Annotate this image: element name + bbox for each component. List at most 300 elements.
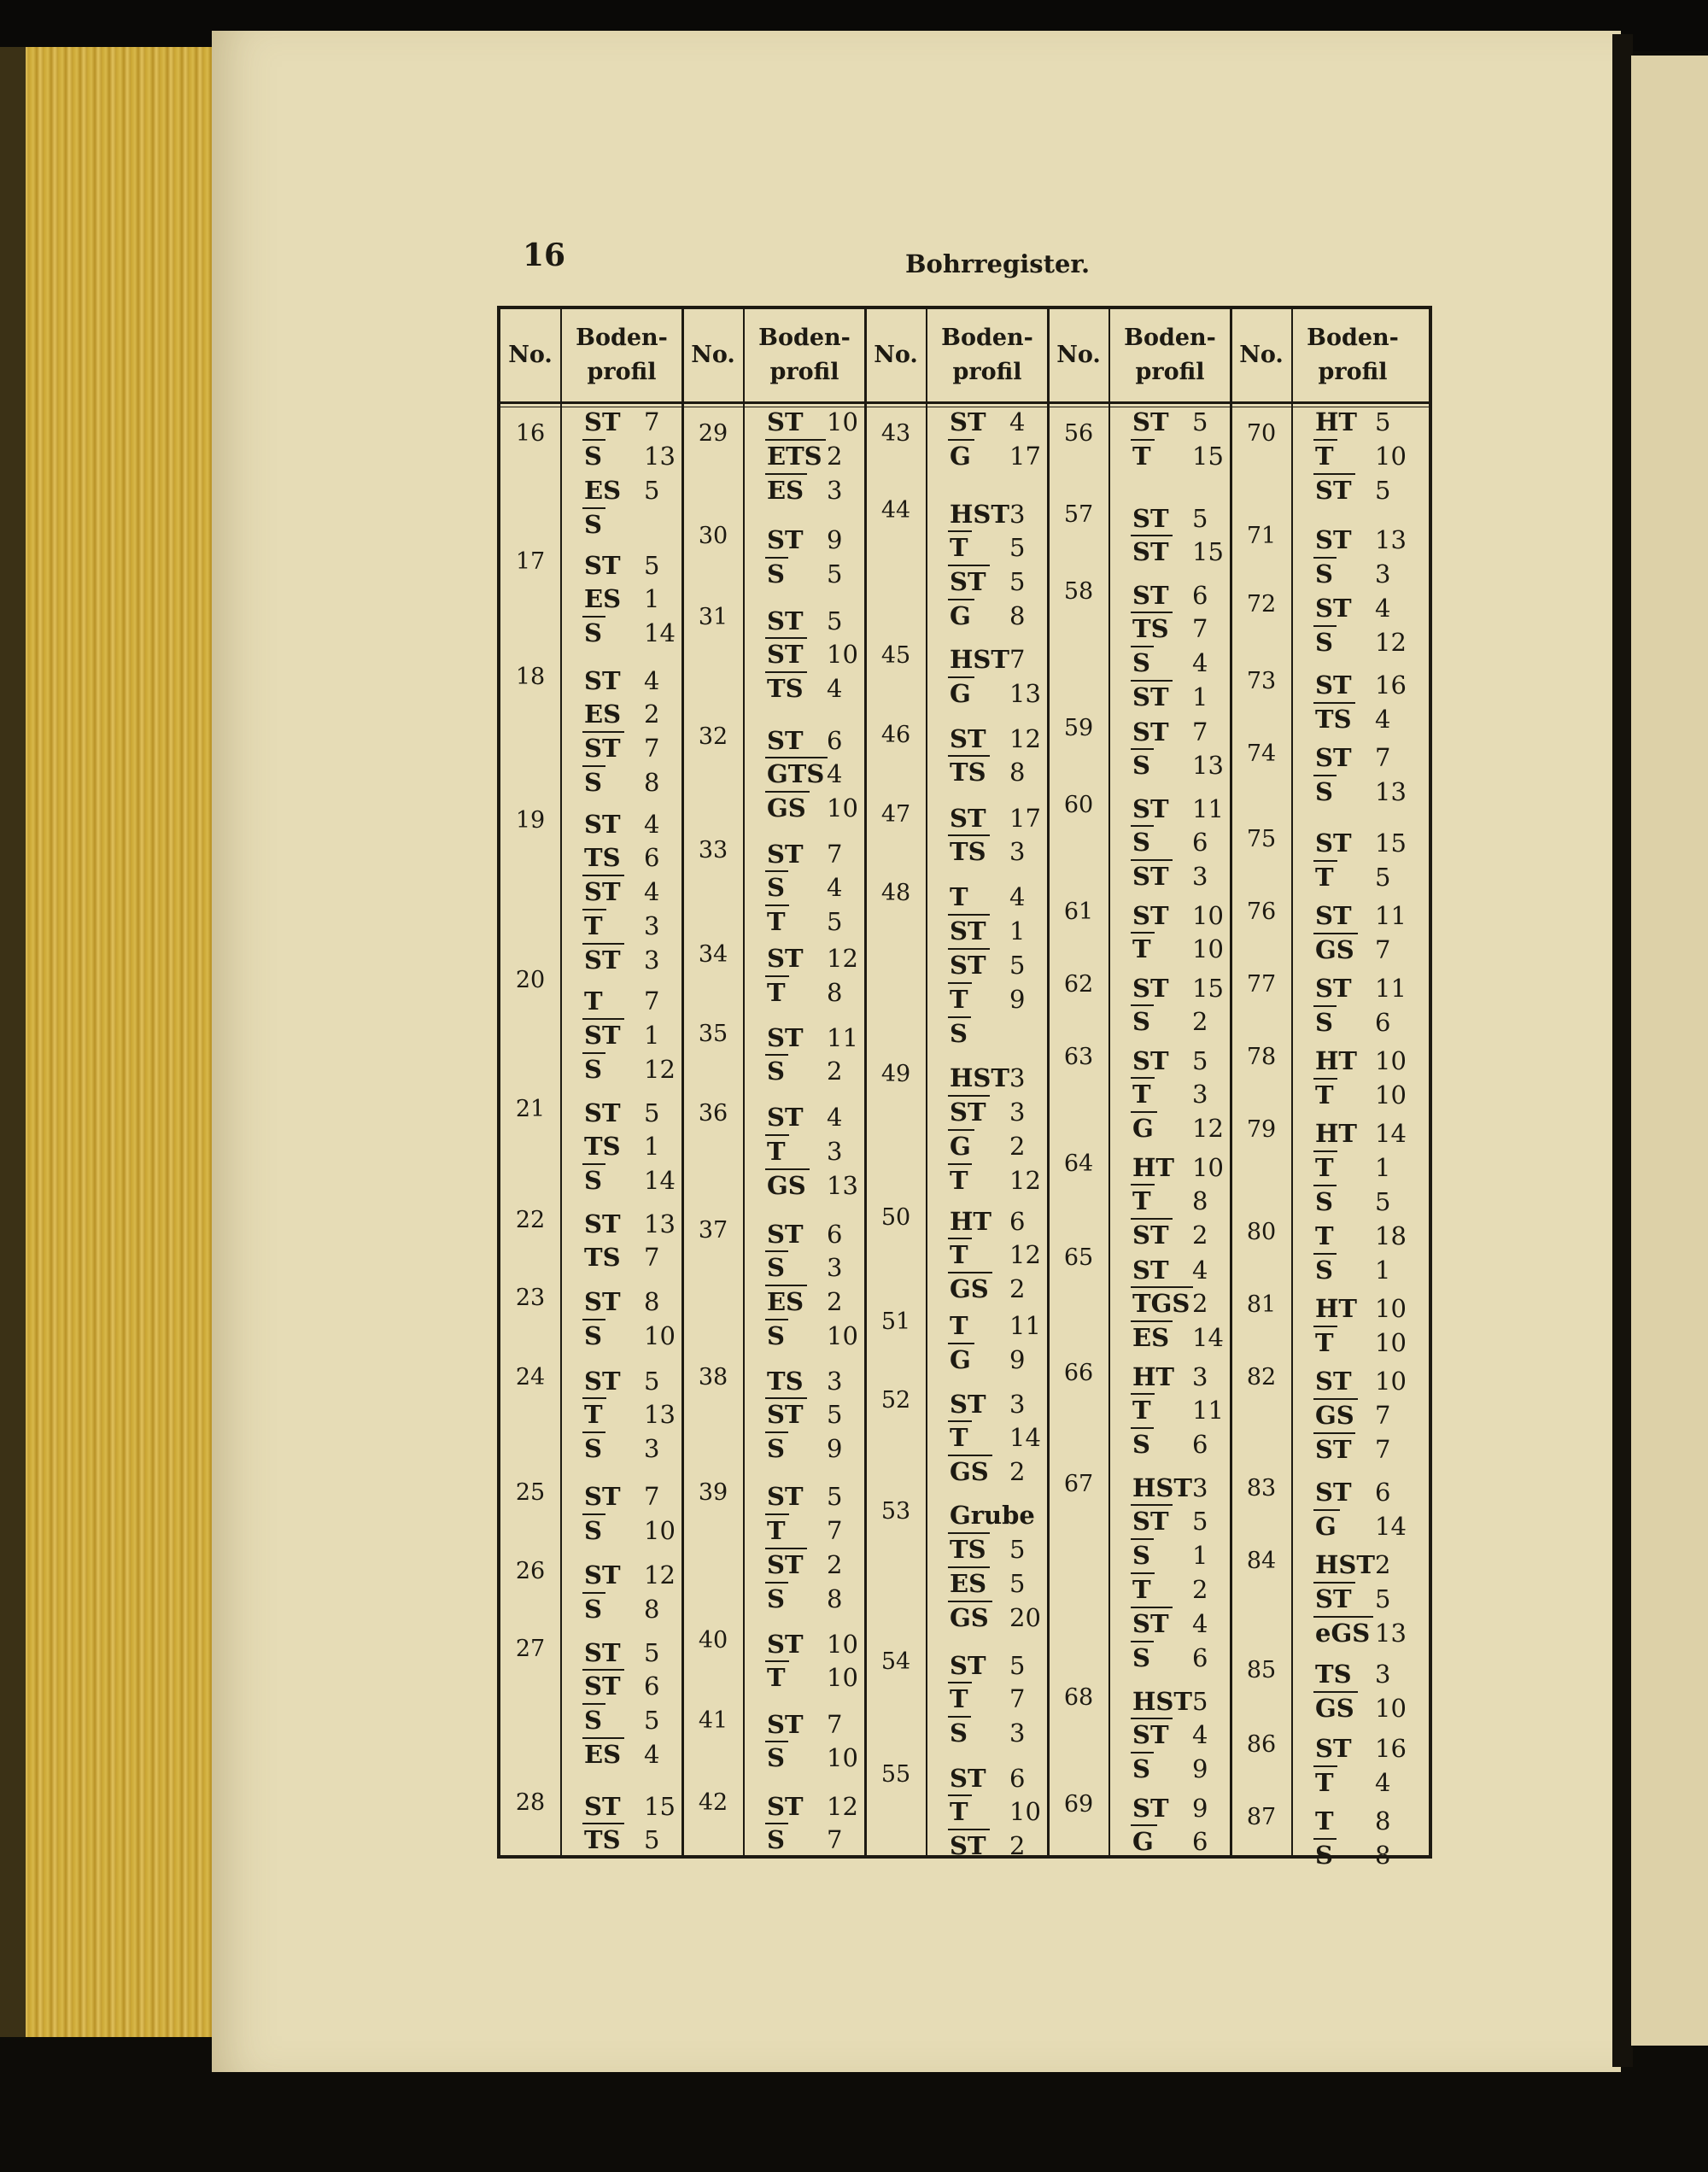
layer-symbol: TS xyxy=(767,1367,804,1396)
layer-symbol: TS xyxy=(950,1535,986,1564)
soil-layer xyxy=(1315,442,1407,471)
layer-thickness: 7 xyxy=(1009,645,1026,674)
layer-symbol: ES xyxy=(767,476,804,505)
layer-symbol: ES xyxy=(950,1569,987,1598)
soil-layer xyxy=(767,1400,843,1429)
layer-symbol: GS xyxy=(1315,1694,1354,1723)
layer-symbol: T xyxy=(767,1663,786,1692)
soil-layer xyxy=(1132,751,1224,780)
layer-thickness: 3 xyxy=(827,1137,843,1166)
layer-symbol: ST xyxy=(1132,1609,1169,1638)
layer-symbol: ST xyxy=(584,666,621,695)
boring-number: 56 xyxy=(1063,420,1094,447)
header-profil-line2: profil xyxy=(587,359,657,385)
layer-symbol: ST xyxy=(1315,476,1352,505)
layer-symbol: S xyxy=(1315,628,1333,657)
layer-symbol: ST xyxy=(1132,504,1169,533)
layer-thickness: 6 xyxy=(1192,1643,1208,1672)
header-no: No. xyxy=(691,342,735,368)
boring-number: 33 xyxy=(698,837,728,864)
soil-layer xyxy=(1315,1584,1391,1613)
layer-thickness: 7 xyxy=(644,1482,660,1511)
soil-layer xyxy=(950,1098,1026,1127)
soil-layer xyxy=(1132,581,1208,610)
boring-number: 75 xyxy=(1246,826,1277,852)
layer-symbol: HST xyxy=(950,500,1009,529)
soil-layer xyxy=(584,1021,660,1050)
soil-layer xyxy=(950,1569,1026,1598)
boring-number: 51 xyxy=(880,1308,911,1335)
layer-thickness: 14 xyxy=(644,1166,676,1195)
layer-thickness: 8 xyxy=(827,1584,843,1613)
layer-symbol: ST xyxy=(767,640,804,669)
layer-symbol: S xyxy=(584,1166,602,1195)
layer-symbol: HST xyxy=(950,645,1009,674)
soil-layer xyxy=(1132,1827,1208,1856)
layer-thickness: 5 xyxy=(1009,533,1026,562)
book-gutter xyxy=(1612,34,1633,2067)
layer-thickness: 3 xyxy=(644,911,660,940)
layer-thickness: 4 xyxy=(827,759,843,788)
soil-layer xyxy=(767,1663,858,1692)
layer-thickness: 5 xyxy=(1375,476,1391,505)
layer-thickness: 6 xyxy=(1192,828,1208,857)
layer-symbol: S xyxy=(1315,559,1333,588)
soil-layer xyxy=(1132,934,1224,963)
layer-thickness: 5 xyxy=(1375,407,1391,436)
layer-thickness: 9 xyxy=(827,525,843,554)
layer-thickness: 8 xyxy=(644,768,660,797)
layer-symbol: T xyxy=(1132,442,1151,471)
layer-symbol: ST xyxy=(767,1630,804,1659)
layer-symbol: ST xyxy=(767,1023,804,1052)
layer-thickness: 2 xyxy=(644,700,660,729)
layer-symbol: T xyxy=(1132,1575,1151,1604)
layer-thickness: 13 xyxy=(1375,1619,1407,1648)
layer-symbol: G xyxy=(950,679,971,708)
layer-thickness: 4 xyxy=(827,1103,843,1132)
layer-thickness: 5 xyxy=(1192,1687,1208,1716)
layer-symbol: ST xyxy=(1132,717,1169,746)
boring-number: 35 xyxy=(698,1021,728,1047)
layer-symbol: S xyxy=(767,559,785,588)
layer-symbol: HT xyxy=(950,1207,991,1236)
boring-number: 61 xyxy=(1063,899,1094,925)
layer-symbol: ST xyxy=(767,840,804,869)
layer-symbol: TS xyxy=(1315,705,1352,734)
header-no: No. xyxy=(508,342,553,368)
layer-symbol: ST xyxy=(1315,1734,1352,1763)
layer-thickness: 9 xyxy=(1009,985,1026,1014)
layer-symbol: S xyxy=(950,1718,968,1748)
layer-symbol: ES xyxy=(584,476,622,505)
boring-number: 57 xyxy=(1063,501,1094,528)
layer-symbol: ST xyxy=(767,525,804,554)
layer-symbol: S xyxy=(950,1019,968,1048)
boring-number: 34 xyxy=(698,941,728,968)
soil-layer xyxy=(950,1019,968,1048)
layer-thickness: 10 xyxy=(1375,1294,1407,1323)
layer-symbol: ST xyxy=(1132,1221,1169,1250)
layer-thickness: 5 xyxy=(827,907,843,936)
soil-layer xyxy=(584,843,660,872)
soil-layer xyxy=(584,407,660,436)
soil-layer xyxy=(1315,1619,1407,1648)
boring-number: 87 xyxy=(1246,1804,1277,1830)
layer-symbol: GS xyxy=(767,1171,806,1200)
soil-layer xyxy=(767,559,843,588)
layer-thickness: 7 xyxy=(644,407,660,436)
layer-thickness: 5 xyxy=(644,1638,660,1667)
layer-thickness: 15 xyxy=(1192,442,1224,471)
soil-layer xyxy=(584,476,660,505)
soil-layer xyxy=(1132,717,1208,746)
layer-symbol: ST xyxy=(950,724,986,753)
layer-thickness: 2 xyxy=(1192,1007,1208,1036)
soil-layer xyxy=(1315,1080,1407,1109)
layer-symbol: G xyxy=(950,1132,971,1161)
layer-thickness: 2 xyxy=(827,1057,843,1086)
soil-layer xyxy=(767,1253,843,1282)
layer-thickness: 10 xyxy=(827,1321,858,1350)
soil-layer xyxy=(950,1457,1026,1486)
layer-symbol: S xyxy=(767,1321,785,1350)
boring-number: 64 xyxy=(1063,1150,1094,1177)
no-divider xyxy=(926,309,927,1855)
boring-number: 40 xyxy=(698,1627,728,1654)
boring-number: 54 xyxy=(880,1648,911,1675)
layer-thickness: 9 xyxy=(827,1434,843,1463)
boring-number: 27 xyxy=(515,1636,546,1662)
layer-symbol: ST xyxy=(584,1287,621,1316)
soil-layer xyxy=(767,726,843,755)
soil-layer xyxy=(1315,863,1391,892)
layer-thickness: 12 xyxy=(1192,1114,1224,1143)
boring-number: 20 xyxy=(515,967,546,993)
boring-number: 26 xyxy=(515,1558,546,1584)
soil-layer xyxy=(767,1825,843,1854)
header-profil-line1: Boden- xyxy=(1307,325,1399,351)
layer-symbol: T xyxy=(584,911,603,940)
soil-layer xyxy=(584,510,602,539)
layer-symbol: S xyxy=(767,1434,785,1463)
layer-symbol: HT xyxy=(1315,407,1357,436)
layer-thickness: 14 xyxy=(1009,1423,1041,1452)
layer-symbol: G xyxy=(950,1345,971,1374)
soil-layer xyxy=(950,1603,1041,1632)
soil-layer xyxy=(1315,628,1407,657)
boring-number: 48 xyxy=(880,880,911,906)
layer-symbol: T xyxy=(1315,1768,1334,1797)
layer-thickness: 3 xyxy=(827,1253,843,1282)
boring-number: 67 xyxy=(1063,1471,1094,1497)
layer-thickness: 5 xyxy=(1192,1507,1208,1536)
layer-symbol: S xyxy=(1315,1008,1333,1037)
layer-thickness: 10 xyxy=(827,1663,858,1692)
layer-symbol: ST xyxy=(584,1098,621,1127)
layer-thickness: 3 xyxy=(1192,1080,1208,1109)
soil-layer xyxy=(1132,1575,1208,1604)
boring-number: 38 xyxy=(698,1364,728,1390)
soil-layer xyxy=(1132,504,1208,533)
layer-symbol: S xyxy=(1132,1007,1150,1036)
layer-thickness: 10 xyxy=(1375,1080,1407,1109)
layer-thickness: 4 xyxy=(827,674,843,703)
layer-thickness: 6 xyxy=(1009,1764,1026,1793)
layer-symbol: ST xyxy=(767,1220,804,1249)
soil-layer xyxy=(950,1311,1041,1340)
soil-layer xyxy=(950,951,1026,980)
soil-layer xyxy=(950,1345,1026,1374)
column-divider xyxy=(1230,309,1232,1855)
layer-symbol: ST xyxy=(767,1400,804,1429)
layer-thickness: 6 xyxy=(1192,1827,1208,1856)
layer-thickness: 7 xyxy=(644,734,660,763)
soil-layer xyxy=(767,840,843,869)
layer-thickness: 13 xyxy=(1375,777,1407,806)
soil-layer xyxy=(1132,1323,1224,1352)
layer-thickness: 10 xyxy=(1375,1328,1407,1357)
layer-symbol: ST xyxy=(950,916,986,945)
header-no: No. xyxy=(1239,342,1284,368)
boring-number: 16 xyxy=(515,420,546,447)
header-bodenprofil xyxy=(926,321,1049,389)
layer-symbol: S xyxy=(584,1516,602,1545)
layer-symbol: TS xyxy=(584,1243,621,1272)
layer-symbol: G xyxy=(1132,1114,1154,1143)
soil-layer xyxy=(1132,1609,1208,1638)
layer-thickness: 11 xyxy=(1375,901,1407,930)
layer-thickness: 13 xyxy=(1375,525,1407,554)
layer-thickness: 8 xyxy=(1009,601,1026,630)
layer-thickness: 1 xyxy=(1192,1541,1208,1570)
soil-layer xyxy=(1315,1694,1407,1723)
soil-layer xyxy=(584,1671,660,1701)
layer-symbol: ST xyxy=(584,551,621,580)
layer-symbol: ST xyxy=(1132,1720,1169,1749)
layer-thickness: 2 xyxy=(1192,1289,1208,1318)
layer-symbol: HT xyxy=(1315,1119,1357,1148)
layer-thickness: 5 xyxy=(644,551,660,580)
soil-layer xyxy=(950,882,1026,911)
layer-symbol: T xyxy=(1315,1153,1334,1182)
header-rule xyxy=(500,401,1429,404)
layer-symbol: T xyxy=(950,882,968,911)
layer-symbol: ST xyxy=(767,1482,804,1511)
layer-symbol: T xyxy=(1315,863,1334,892)
soil-layer xyxy=(950,1166,1041,1195)
soil-layer xyxy=(584,551,660,580)
layer-symbol: ES xyxy=(1132,1323,1170,1352)
soil-layer xyxy=(584,1321,676,1350)
soil-layer xyxy=(584,1706,660,1735)
header-profil-line1: Boden- xyxy=(941,325,1033,351)
layer-symbol: ST xyxy=(584,1792,621,1821)
layer-thickness: 4 xyxy=(1192,1256,1208,1285)
boring-number: 55 xyxy=(880,1761,911,1788)
soil-layer xyxy=(584,911,660,940)
boring-number: 63 xyxy=(1063,1044,1094,1070)
layer-thickness: 2 xyxy=(1375,1550,1391,1579)
boring-number: 69 xyxy=(1063,1791,1094,1818)
soil-layer xyxy=(767,1171,858,1200)
boring-number: 68 xyxy=(1063,1684,1094,1711)
boring-number: 83 xyxy=(1246,1475,1277,1502)
soil-layer xyxy=(1315,1367,1407,1396)
header-no: No. xyxy=(1056,342,1101,368)
layer-symbol: S xyxy=(584,1595,602,1624)
soil-layer xyxy=(767,1103,843,1132)
soil-layer xyxy=(584,945,660,975)
boring-number: 78 xyxy=(1246,1044,1277,1070)
layer-symbol: T xyxy=(1315,1221,1334,1250)
layer-symbol: S xyxy=(1132,828,1150,857)
layer-thickness: 10 xyxy=(1375,1694,1407,1723)
boring-number: 74 xyxy=(1246,741,1277,767)
layer-thickness: 13 xyxy=(1009,679,1041,708)
soil-layer xyxy=(767,1630,858,1659)
layer-thickness: 7 xyxy=(1009,1684,1026,1713)
layer-symbol: S xyxy=(584,442,602,471)
layer-symbol: T xyxy=(584,1400,603,1429)
layer-thickness: 3 xyxy=(1192,862,1208,891)
layer-symbol: GS xyxy=(1315,935,1354,964)
layer-thickness: 1 xyxy=(644,584,660,613)
soil-layer xyxy=(950,1684,1026,1713)
soil-layer xyxy=(1132,1153,1224,1182)
soil-layer xyxy=(584,1132,660,1161)
layer-thickness: 5 xyxy=(1192,1046,1208,1075)
layer-thickness: 5 xyxy=(827,606,843,635)
soil-layer xyxy=(767,1434,843,1463)
layer-thickness: 7 xyxy=(1192,614,1208,643)
soil-layer xyxy=(950,1423,1041,1452)
layer-thickness: 10 xyxy=(1192,901,1224,930)
boring-number: 25 xyxy=(515,1479,546,1506)
soil-layer xyxy=(1315,1008,1391,1037)
layer-symbol: eGS xyxy=(1315,1619,1371,1648)
layer-thickness: 13 xyxy=(827,1171,858,1200)
layer-thickness: 15 xyxy=(1192,537,1224,566)
soil-layer xyxy=(767,944,858,973)
layer-thickness: 3 xyxy=(1375,1660,1391,1689)
soil-layer xyxy=(1315,559,1391,588)
soil-layer xyxy=(1132,974,1224,1003)
boring-number: 58 xyxy=(1063,578,1094,605)
soil-layer xyxy=(584,1367,660,1396)
layer-thickness: 3 xyxy=(1192,1362,1208,1391)
soil-layer xyxy=(1132,1256,1208,1285)
layer-thickness: 11 xyxy=(827,1023,858,1052)
layer-thickness: 1 xyxy=(1375,1153,1391,1182)
boring-number: 37 xyxy=(698,1217,728,1244)
soil-layer xyxy=(767,476,843,505)
layer-thickness: 10 xyxy=(644,1321,676,1350)
soil-layer xyxy=(584,584,660,613)
layer-symbol: HT xyxy=(1315,1294,1357,1323)
boring-number: 77 xyxy=(1246,971,1277,998)
soil-layer xyxy=(584,810,660,839)
layer-symbol: S xyxy=(1315,1187,1333,1216)
layer-symbol: TS xyxy=(767,674,804,703)
layer-symbol: ST xyxy=(950,1651,986,1680)
layer-symbol: T xyxy=(950,533,968,562)
layer-symbol: T xyxy=(1315,1080,1334,1109)
layer-thickness: 6 xyxy=(644,843,660,872)
layer-thickness: 8 xyxy=(644,1287,660,1316)
layer-thickness: 2 xyxy=(827,442,843,471)
soil-layer xyxy=(1315,476,1391,505)
soil-layer xyxy=(584,1209,676,1238)
layer-thickness: 16 xyxy=(1375,1734,1407,1763)
layer-thickness: 2 xyxy=(1009,1457,1026,1486)
layer-thickness: 5 xyxy=(1009,1535,1026,1564)
layer-symbol: ST xyxy=(1132,537,1169,566)
soil-layer xyxy=(584,1825,660,1854)
header-no: No. xyxy=(874,342,918,368)
layer-thickness: 10 xyxy=(1375,442,1407,471)
soil-layer xyxy=(1315,901,1407,930)
soil-layer xyxy=(584,1434,660,1463)
soil-layer xyxy=(767,1743,858,1772)
soil-layer xyxy=(584,1560,676,1589)
layer-thickness: 11 xyxy=(1192,1396,1224,1425)
layer-thickness: 6 xyxy=(1192,1430,1208,1459)
soil-layer xyxy=(1132,1794,1208,1823)
boring-number: 41 xyxy=(698,1707,728,1734)
boring-number: 81 xyxy=(1246,1291,1277,1318)
page-number: 16 xyxy=(523,237,566,273)
layer-thickness: 11 xyxy=(1192,794,1224,823)
layer-thickness: 2 xyxy=(1009,1132,1026,1161)
boring-number: 42 xyxy=(698,1789,728,1816)
layer-symbol: GS xyxy=(950,1603,989,1632)
layer-thickness: 10 xyxy=(1192,1153,1224,1182)
boring-number: 62 xyxy=(1063,971,1094,998)
layer-thickness: 10 xyxy=(644,1516,676,1545)
soil-layer xyxy=(1315,1119,1407,1148)
layer-symbol: G xyxy=(950,442,971,471)
boring-number: 49 xyxy=(880,1061,911,1087)
soil-layer xyxy=(950,985,1026,1014)
layer-symbol: ST xyxy=(1315,743,1352,772)
boring-number: 21 xyxy=(515,1096,546,1122)
boring-number: 72 xyxy=(1246,591,1277,618)
layer-symbol: TS xyxy=(950,758,986,787)
soil-layer xyxy=(1132,1687,1208,1716)
layer-symbol: ST xyxy=(950,1390,986,1419)
soil-layer xyxy=(1132,1720,1208,1749)
layer-symbol: T xyxy=(767,1137,786,1166)
soil-layer xyxy=(584,1166,676,1195)
layer-thickness: 7 xyxy=(1375,1435,1391,1464)
layer-thickness: 5 xyxy=(1009,1651,1026,1680)
header-profil-line2: profil xyxy=(952,359,1022,385)
soil-layer xyxy=(1315,743,1391,772)
layer-symbol: ST xyxy=(767,606,804,635)
layer-symbol: TS xyxy=(950,837,986,866)
layer-thickness: 3 xyxy=(1009,1098,1026,1127)
layer-symbol: ST xyxy=(950,567,986,596)
header-bodenprofil xyxy=(560,321,683,389)
layer-symbol: S xyxy=(767,1743,785,1772)
layer-thickness: 1 xyxy=(1192,682,1208,711)
layer-symbol: S xyxy=(584,510,602,539)
layer-symbol: ST xyxy=(767,1550,804,1579)
layer-symbol: T xyxy=(584,986,603,1016)
layer-symbol: ST xyxy=(950,951,986,980)
soil-layer xyxy=(950,1132,1026,1161)
